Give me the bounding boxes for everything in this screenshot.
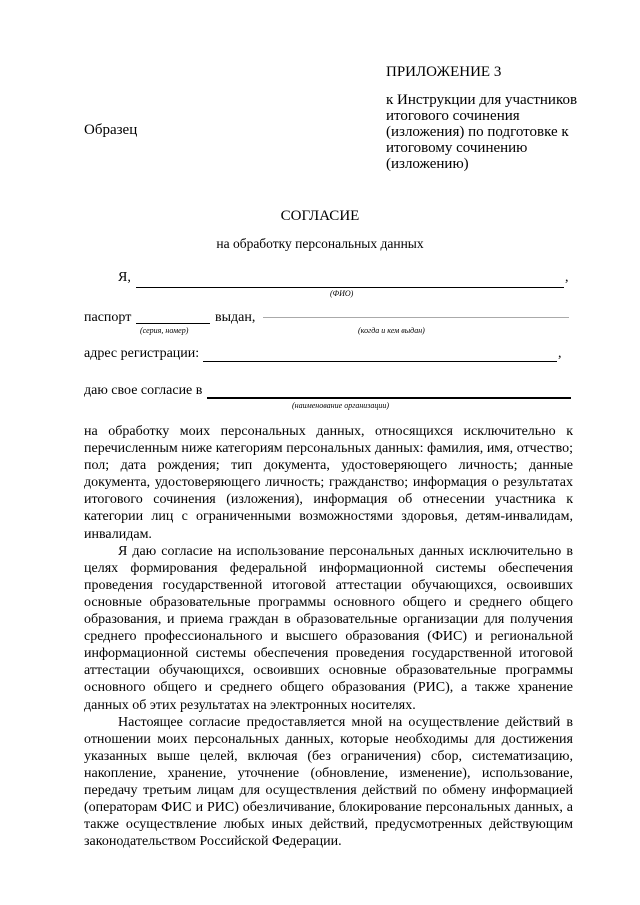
sample-label: Образец — [84, 122, 138, 138]
appendix-line: (изложению) — [386, 156, 469, 172]
organization-field-line[interactable] — [207, 397, 571, 399]
passport-series-line[interactable] — [136, 323, 210, 324]
name-label: Я, — [118, 270, 131, 285]
document-subtitle: на обработку персональных данных — [216, 236, 424, 251]
passport-label: паспорт — [84, 310, 132, 325]
series-caption: (серия, номер) — [140, 326, 189, 335]
consent-label: даю свое согласие в — [84, 383, 203, 398]
organization-caption: (наименование организации) — [292, 401, 390, 410]
consent-body — [84, 423, 573, 850]
appendix-line: итоговому сочинению — [386, 140, 528, 156]
address-label: адрес регистрации: — [84, 346, 200, 361]
appendix-line: (изложения) по подготовке к — [386, 124, 569, 140]
issued-label: выдан, — [215, 310, 256, 325]
appendix-line: к Инструкции для участников — [386, 92, 578, 108]
paragraph: Я даю согласие на использование персональных данных исключительно в целях формирования федеральной информационной системы обеспечения проведения государственной итоговой аттестации обучающихся, освоивших основные образовательные программы основного общего и среднего общего образования, и приема граждан в образовательные организации для получения среднего профессионального и высшего образования (ФИС) и региональной информационной системы обеспечения проведения государственной итоговой аттестации обучающихся, освоивших основные образовательные программы основного общего и среднего общего образования (РИС), а также хранение данных об этих результатах на электронных носителях. — [84, 543, 573, 713]
appendix-title: ПРИЛОЖЕНИЕ 3 — [386, 64, 502, 80]
appendix-reference — [386, 92, 606, 172]
issued-by-line[interactable] — [263, 317, 569, 318]
paragraph: на обработку моих персональных данных, относящихся исключительно к перечисленным ниже категориям персональных данных: фамилия, имя, отчество; пол; дата рождения; тип документа, удостоверяющего личность; данные документа, удостоверяющего личность; гражданство; информация о результатах итогового сочинения (изложения), информация об отнесении участника к категории лиц с ограниченными возможностями здоровья, детям-инвалидам, инвалидам. — [84, 424, 573, 542]
issued-caption: (когда и кем выдан) — [358, 326, 425, 335]
name-caption: (ФИО) — [330, 289, 354, 298]
document-title: СОГЛАСИЕ — [280, 208, 360, 224]
appendix-line: итогового сочинения — [386, 108, 520, 124]
address-field-line[interactable] — [203, 361, 557, 362]
name-field-line[interactable] — [136, 287, 564, 288]
paragraph: Настоящее согласие предоставляется мной на осуществление действий в отношении моих персональных данных, которые необходимы для достижения указанных выше целей, включая (без ограничения) сбор, систематизацию, накопление, хранение, уточнение (обновление, изменение), использование, передачу третьим лицам для осуществления действий по обмену информацией (операторам ФИС и РИС) обезличивание, блокирование персональных данных, а также осуществление любых иных действий, предусмотренных действующим законодательством Российской Федерации. — [84, 714, 573, 850]
address-comma: , — [558, 346, 562, 361]
name-comma: , — [565, 270, 569, 285]
